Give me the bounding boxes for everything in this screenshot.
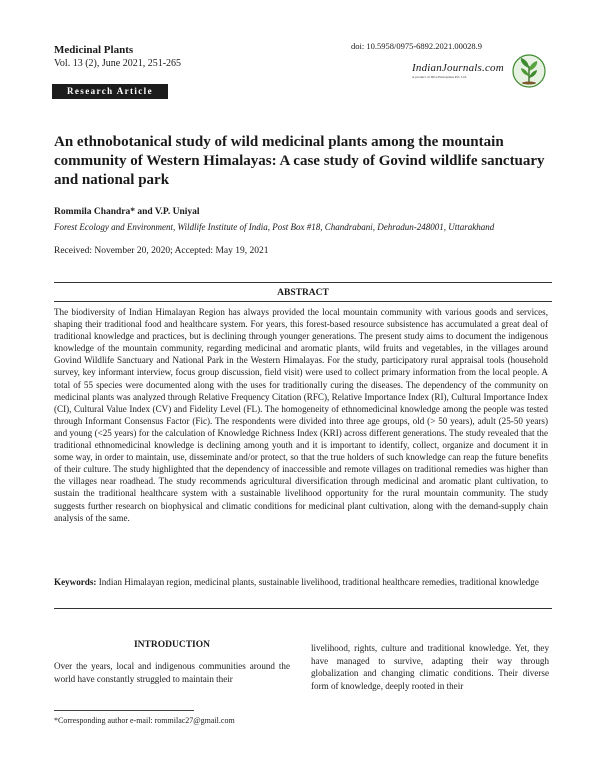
introduction-heading: INTRODUCTION (133, 640, 210, 650)
abstract-top-rule (54, 282, 552, 283)
publisher-tagline: A product of Diva Enterprises Pvt. Ltd. (412, 75, 468, 79)
abstract-body: The biodiversity of Indian Himalayan Region has always provided the local mountain community with various goods and services, shaping their traditional food and healthcare system. For years, this forest-based resource subsistence has accumulated a great deal of traditional knowledge and practices, but is declining through younger generations. The present study aims to document the indigenous knowledge of the mountain community, regarding medicinal and aromatic plants, wild fruits and vegetables, in the villages around Govind Wildlife Sanctuary and National Park in the Western Himalayas. For the study, participatory rural appraisal tools (household survey, key informant interview, focus group discussion, field visit) were used to collect primary information from the local people. A total of 55 species were documented along with the uses for traditionally curing the diseases. The dependency of the community on medicinal plants was analyzed through Relative Frequency Citation (RFC), Relative Importance Index (RI), Cultural Importance Index (CI), Cultural Value Index (CV) and Fidelity Level (FL). The homogeneity of ethnomedicinal knowledge among the people was tested through Informant Consensus Factor (Fic). The respondents were divided into three age groups, old (> 50 years), adult (25-50 years) and young (<25 years) for the calculation of Knowledge Richness Index (KRI) across different generations. The study revealed that the traditional ethnomedicinal knowledge is declining among youth and it is important to identify, collect, organize and document it in some way, in order to maintain, use, disseminate and/or protect, so that the true holders of such knowledge can reap the future benefits of their culture. The study highlighted that the dependency of inaccessible and remote villages on traditional remedies was higher than the villages near roadhead. The study recommends agricultural diversification through medicinal and aromatic plant cultivation, to sustain the traditional healthcare system with a sustainable livelihood opportunity for the rural mountain community. The study suggests further research on biophysical and climatic conditions for medicinal plant cultivation, along with the demand-supply chain analysis of the same. (54, 307, 548, 523)
article-authors: Rommila Chandra* and V.P. Uniyal (54, 207, 200, 217)
publisher-name: IndianJournals.com (412, 62, 504, 74)
introduction-right-column: livelihood, rights, culture and traditional knowledge. Yet, they have managed to survive, adapting their way through globalization and changing climatic conditions. Their diverse form of knowledge, deeply rooted in their (311, 643, 549, 691)
journal-volume: Vol. 13 (2), June 2021, 251-265 (54, 58, 182, 69)
footnote-rule (54, 710, 194, 711)
article-type-badge: Research Article (52, 84, 168, 99)
abstract-heading-rule (54, 301, 552, 302)
keywords-label: Keywords: (54, 577, 97, 587)
corresponding-author-footnote: *Corresponding author e-mail: rommilac27@gmail.com (54, 716, 235, 725)
abstract-bottom-rule (54, 608, 552, 609)
introduction-left-column: Over the years, local and indigenous communities around the world have constantly struggled to maintain their (54, 661, 290, 684)
article-dates: Received: November 20, 2020; Accepted: May 19, 2021 (54, 246, 269, 256)
keywords-text: Indian Himalayan region, medicinal plants, sustainable livelihood, traditional healthcare remedies, traditional knowledge (98, 577, 539, 587)
keywords-block (54, 576, 548, 588)
journal-name: Medicinal Plants (54, 44, 134, 56)
article-title: An ethnobotanical study of wild medicinal plants among the mountain community of Western Himalayas: A case study of Govind wildlife sanctuary and national park (54, 134, 545, 188)
abstract-heading: ABSTRACT (277, 288, 329, 298)
publisher-block (412, 62, 504, 79)
doi-link[interactable]: doi: 10.5958/0975-6892.2021.00028.9 (351, 41, 483, 51)
plant-globe-logo-icon (512, 54, 546, 88)
author-affiliation: Forest Ecology and Environment, Wildlife Institute of India, Post Box #18, Chandrabani, Dehradun-248001, Uttarakhand (54, 222, 495, 232)
